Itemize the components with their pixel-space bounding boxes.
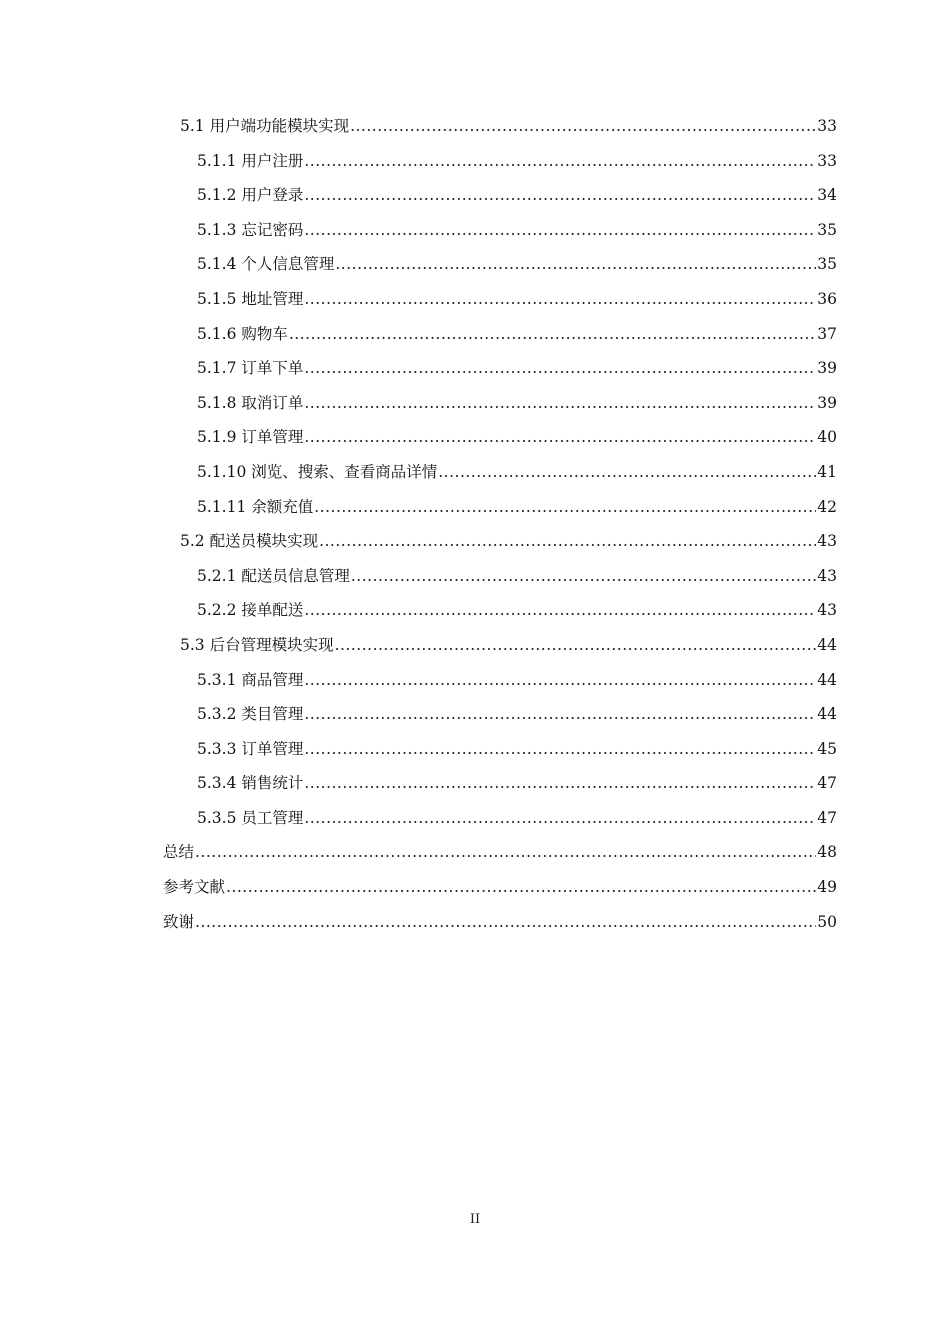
toc-entry-page-number: 48 (817, 843, 837, 862)
toc-entry[interactable] (163, 905, 837, 940)
toc-entry-page-number: 49 (817, 878, 837, 897)
toc-entry[interactable] (163, 247, 837, 282)
toc-entry[interactable] (163, 801, 837, 836)
toc-dot-leader (304, 663, 816, 698)
toc-entry[interactable] (163, 628, 837, 663)
toc-entry-title: 5.3.1 商品管理 (197, 670, 304, 689)
toc-entry-page-number: 43 (817, 532, 837, 551)
toc-entry-title: 参考文献 (163, 878, 226, 897)
toc-entry-page-number: 41 (817, 462, 837, 481)
toc-dot-leader (304, 766, 816, 801)
toc-dot-leader (351, 559, 816, 594)
toc-entry-page-number: 43 (817, 566, 837, 585)
toc-entry[interactable] (163, 317, 837, 352)
toc-entry[interactable] (163, 524, 837, 559)
toc-entry[interactable] (163, 835, 837, 870)
toc-dot-leader (438, 455, 816, 490)
toc-entry-title: 5.1.7 订单下单 (197, 359, 304, 378)
toc-entry-title: 5.3.3 订单管理 (197, 739, 304, 758)
toc-entry-page-number: 45 (817, 739, 837, 758)
toc-entry-title: 5.1.4 个人信息管理 (197, 255, 335, 274)
toc-dot-leader (335, 628, 817, 663)
toc-dot-leader (289, 317, 816, 352)
toc-entry-title: 5.1.10 浏览、搜索、查看商品详情 (197, 462, 438, 481)
toc-entry-title: 总结 (163, 843, 195, 862)
toc-entry[interactable] (163, 351, 837, 386)
toc-entry[interactable] (163, 766, 837, 801)
toc-entry-page-number: 47 (817, 774, 837, 793)
toc-entry-page-number: 50 (817, 912, 837, 931)
toc-dot-leader (304, 420, 816, 455)
toc-entry-page-number: 42 (817, 497, 837, 516)
toc-entry[interactable] (163, 490, 837, 525)
toc-entry[interactable] (163, 593, 837, 628)
toc-entry[interactable] (163, 213, 837, 248)
toc-entry-page-number: 40 (817, 428, 837, 447)
toc-entry-title: 5.1.11 余额充值 (197, 497, 314, 516)
toc-entry-page-number: 33 (817, 117, 837, 135)
toc-entry-title: 5.3 后台管理模块实现 (180, 635, 334, 654)
toc-entry-page-number: 43 (817, 601, 837, 620)
toc-dot-leader (304, 801, 816, 836)
toc-entry[interactable] (163, 144, 837, 179)
toc-entry[interactable] (163, 178, 837, 213)
toc-dot-leader (304, 697, 816, 732)
toc-entry-title: 5.3.2 类目管理 (197, 705, 304, 724)
toc-entry-title: 致谢 (163, 912, 195, 931)
toc-entry-page-number: 37 (817, 324, 837, 343)
toc-entry-page-number: 39 (817, 393, 837, 412)
toc-entry[interactable] (163, 697, 837, 732)
toc-entry-title: 5.3.5 员工管理 (197, 808, 304, 827)
toc-dot-leader (304, 282, 816, 317)
toc-entry-title: 5.1.1 用户注册 (197, 151, 304, 170)
toc-dot-leader (304, 178, 816, 213)
toc-entry[interactable] (163, 663, 837, 698)
toc-dot-leader (304, 144, 816, 179)
toc-entry[interactable] (163, 732, 837, 767)
toc-entry-title: 5.1.6 购物车 (197, 324, 288, 343)
toc-dot-leader (304, 593, 816, 628)
toc-dot-leader (304, 213, 816, 248)
toc-entry-title: 5.2.2 接单配送 (197, 601, 304, 620)
toc-entry-title: 5.1.8 取消订单 (197, 393, 304, 412)
toc-entry-title: 5.1 用户端功能模块实现 (180, 117, 350, 135)
toc-dot-leader (319, 524, 816, 559)
toc-dot-leader (304, 732, 816, 767)
toc-entry[interactable] (163, 109, 837, 144)
toc-entry[interactable] (163, 386, 837, 421)
toc-entry-page-number: 47 (817, 808, 837, 827)
toc-entry-title: 5.1.3 忘记密码 (197, 220, 304, 239)
toc-entry[interactable] (163, 559, 837, 594)
toc-entry-page-number: 44 (817, 635, 837, 654)
toc-entry-page-number: 35 (817, 220, 837, 239)
toc-entry-title: 5.1.9 订单管理 (197, 428, 304, 447)
toc-entry-page-number: 35 (817, 255, 837, 274)
toc-dot-leader (195, 905, 816, 940)
toc-dot-leader (335, 247, 816, 282)
toc-entry-page-number: 36 (817, 289, 837, 308)
page-number: II (469, 1212, 481, 1227)
toc-entry[interactable] (163, 420, 837, 455)
toc-entry-page-number: 44 (817, 705, 837, 724)
toc-dot-leader (304, 351, 816, 386)
toc-entry-page-number: 44 (817, 670, 837, 689)
table-of-contents (163, 109, 837, 939)
toc-entry-page-number: 34 (817, 186, 837, 205)
toc-dot-leader (226, 870, 816, 905)
toc-entry-title: 5.2 配送员模块实现 (180, 532, 319, 551)
toc-entry-title: 5.3.4 销售统计 (197, 774, 304, 793)
toc-dot-leader (350, 109, 816, 144)
toc-entry-title: 5.1.2 用户登录 (197, 186, 304, 205)
toc-dot-leader (304, 386, 816, 421)
toc-entry[interactable] (163, 282, 837, 317)
toc-dot-leader (314, 490, 816, 525)
toc-dot-leader (195, 835, 816, 870)
toc-entry-title: 5.1.5 地址管理 (197, 289, 304, 308)
toc-entry-title: 5.2.1 配送员信息管理 (197, 566, 350, 585)
toc-entry-page-number: 39 (817, 359, 837, 378)
toc-entry[interactable] (163, 455, 837, 490)
toc-entry[interactable] (163, 870, 837, 905)
toc-entry-page-number: 33 (817, 151, 837, 170)
